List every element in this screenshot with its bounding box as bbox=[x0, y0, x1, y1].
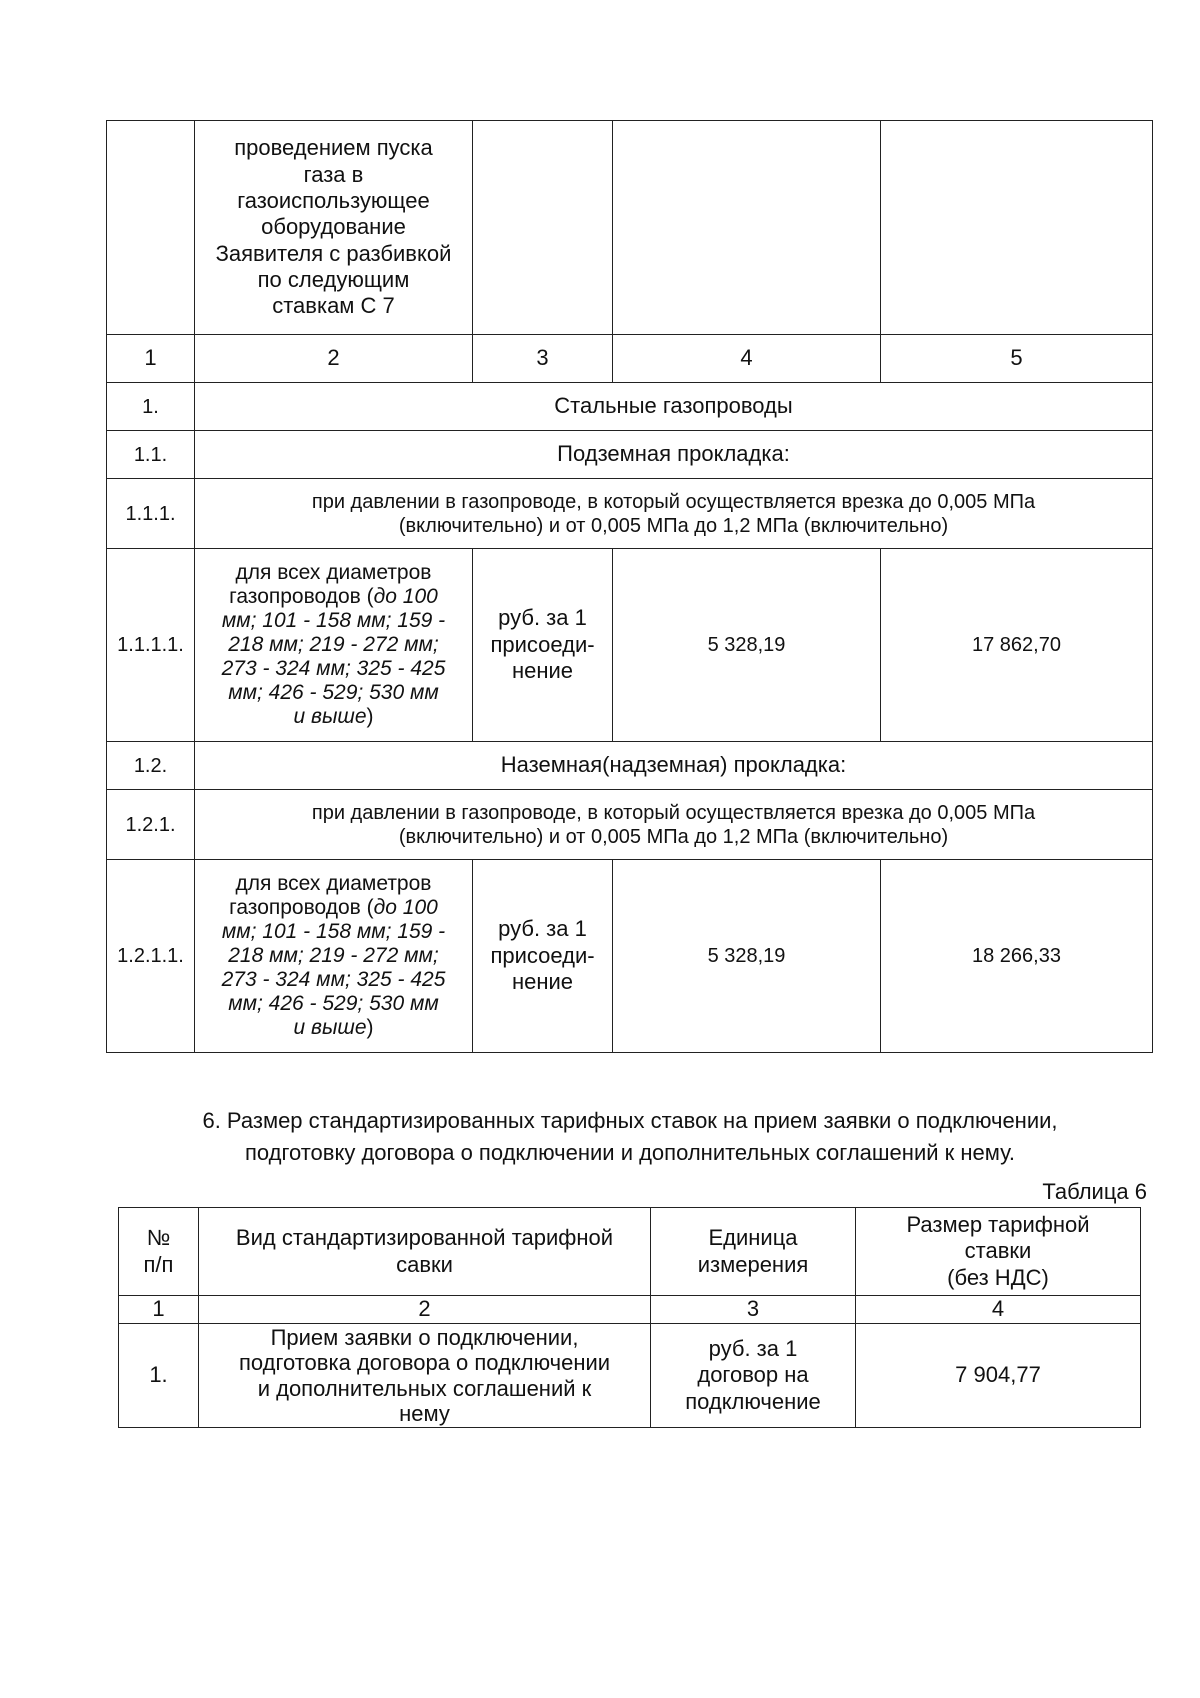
header-row bbox=[119, 1208, 1141, 1296]
text-fragment: газопроводов ( bbox=[229, 895, 374, 919]
text-line: оборудование bbox=[261, 214, 406, 240]
text-line: (включительно) и от 0,005 МПа до 1,2 МПа (включительно) bbox=[398, 825, 949, 848]
subsection-title: Подземная прокладка: bbox=[195, 431, 1153, 479]
row-number: 1.2.1.1. bbox=[107, 860, 195, 1053]
row-number: 1.1. bbox=[107, 431, 195, 479]
text-line: измерения bbox=[697, 1251, 809, 1277]
text-line: при давлении в газопроводе, в который осуществляется врезка до 0,005 МПа bbox=[311, 801, 1036, 824]
row-number: 1. bbox=[107, 383, 195, 431]
table-label: Таблица 6 bbox=[1042, 1179, 1147, 1204]
text-line: руб. за 1 bbox=[498, 605, 587, 631]
heading-line: 6. Размер стандартизированных тарифных ставок на прием заявки о подключении, bbox=[202, 1108, 1058, 1133]
heading-line: подготовку договора о подключении и дополнительных соглашений к нему. bbox=[244, 1139, 1016, 1165]
text-line: 273 - 324 мм; 325 - 425 bbox=[221, 657, 446, 681]
text-line: присоеди- bbox=[490, 631, 595, 657]
text-fragment: газопроводов ( bbox=[229, 584, 374, 608]
section-heading bbox=[120, 1105, 1140, 1169]
table-row bbox=[107, 549, 1153, 742]
text-line: по следующим bbox=[257, 267, 410, 293]
text-line: руб. за 1 bbox=[498, 916, 587, 942]
row-number: 1.2.1. bbox=[107, 790, 195, 860]
header-cell bbox=[199, 1208, 651, 1296]
text-line: руб. за 1 bbox=[708, 1335, 798, 1361]
text-line: Заявителя с разбивкой bbox=[215, 240, 452, 266]
text-line: мм; 426 - 529; 530 мм bbox=[228, 681, 439, 705]
text-line: 273 - 324 мм; 325 - 425 bbox=[221, 968, 446, 992]
text-line: нение bbox=[511, 969, 574, 995]
row-number: 1.1.1.1. bbox=[107, 549, 195, 742]
text-fragment: ) bbox=[366, 1016, 374, 1040]
text-line: проведением пуска bbox=[234, 135, 433, 161]
text-line: для всех диаметров bbox=[235, 871, 432, 895]
value-cell: 17 862,70 bbox=[881, 549, 1153, 742]
row-number: 1.1.1. bbox=[107, 479, 195, 549]
text-line: присоеди- bbox=[490, 942, 595, 968]
column-number: 1 bbox=[107, 335, 195, 383]
pressure-condition bbox=[195, 790, 1153, 860]
column-number: 4 bbox=[856, 1296, 1141, 1324]
column-number: 5 bbox=[881, 335, 1153, 383]
row-number: 1. bbox=[119, 1324, 199, 1428]
unit-cell bbox=[473, 549, 613, 742]
diameter-description bbox=[195, 549, 473, 742]
text-line: Единица bbox=[708, 1225, 798, 1251]
text-line: договор на bbox=[697, 1362, 809, 1388]
column-number: 2 bbox=[195, 335, 473, 383]
column-number-row bbox=[107, 335, 1153, 383]
text-line: мм; 101 - 158 мм; 159 - bbox=[221, 608, 446, 632]
cell-description bbox=[195, 121, 473, 335]
unit-cell bbox=[651, 1324, 856, 1428]
header-cell bbox=[856, 1208, 1141, 1296]
text-line: ставкам С 7 bbox=[272, 293, 395, 319]
text-line bbox=[199, 1016, 468, 1040]
table-row bbox=[119, 1324, 1141, 1428]
text-line: нему bbox=[399, 1400, 450, 1426]
text-fragment: до 100 bbox=[373, 584, 438, 608]
text-line: (без НДС) bbox=[947, 1264, 1049, 1290]
text-fragment: ) bbox=[366, 705, 374, 729]
cell-empty bbox=[107, 121, 195, 335]
diameter-description bbox=[195, 860, 473, 1053]
text-line: газоиспользующее bbox=[237, 187, 430, 213]
text-line: (включительно) и от 0,005 МПа до 1,2 МПа (включительно) bbox=[398, 514, 949, 537]
value-cell: 7 904,77 bbox=[856, 1324, 1141, 1428]
table-row bbox=[107, 383, 1153, 431]
value-cell: 18 266,33 bbox=[881, 860, 1153, 1053]
column-number: 3 bbox=[473, 335, 613, 383]
subsection-title: Наземная(надземная) прокладка: bbox=[195, 742, 1153, 790]
text-line: нение bbox=[511, 658, 574, 684]
text-line: Размер тарифной bbox=[906, 1211, 1090, 1237]
text-line: № bbox=[146, 1225, 171, 1251]
text-fragment: и выше bbox=[293, 705, 367, 729]
service-description bbox=[199, 1324, 651, 1428]
table-row bbox=[107, 431, 1153, 479]
text-line: для всех диаметров bbox=[235, 560, 432, 584]
column-number: 2 bbox=[199, 1296, 651, 1324]
text-fragment: до 100 bbox=[373, 895, 438, 919]
cell-empty bbox=[473, 121, 613, 335]
unit-cell bbox=[473, 860, 613, 1053]
table-row bbox=[107, 479, 1153, 549]
text-line bbox=[199, 705, 468, 729]
text-line: подготовка договора о подключении bbox=[238, 1350, 611, 1376]
text-line: мм; 426 - 529; 530 мм bbox=[228, 992, 439, 1016]
text-line: ставки bbox=[964, 1238, 1032, 1264]
text-line: и дополнительных соглашений к bbox=[257, 1375, 592, 1401]
text-line: п/п bbox=[143, 1251, 174, 1277]
column-number: 4 bbox=[613, 335, 881, 383]
cell-empty bbox=[613, 121, 881, 335]
value-cell: 5 328,19 bbox=[613, 860, 881, 1053]
text-line: подключение bbox=[685, 1388, 821, 1414]
column-number: 3 bbox=[651, 1296, 856, 1324]
text-line: Прием заявки о подключении, bbox=[270, 1324, 579, 1350]
tariff-table-application bbox=[118, 1207, 1141, 1428]
text-line: савки bbox=[396, 1251, 453, 1277]
text-line: мм; 101 - 158 мм; 159 - bbox=[221, 919, 446, 943]
row-number: 1.2. bbox=[107, 742, 195, 790]
tariff-table-steel bbox=[106, 120, 1153, 1053]
column-number-row bbox=[119, 1296, 1141, 1324]
text-line: газа в bbox=[303, 161, 364, 187]
text-fragment: и выше bbox=[293, 1016, 367, 1040]
value-cell: 5 328,19 bbox=[613, 549, 881, 742]
text-line bbox=[199, 896, 468, 920]
table-row bbox=[107, 860, 1153, 1053]
table-row bbox=[107, 742, 1153, 790]
header-cell bbox=[651, 1208, 856, 1296]
text-line: 218 мм; 219 - 272 мм; bbox=[228, 632, 439, 656]
pressure-condition bbox=[195, 479, 1153, 549]
table-row bbox=[107, 790, 1153, 860]
text-line: при давлении в газопроводе, в который осуществляется врезка до 0,005 МПа bbox=[311, 490, 1036, 513]
table-row bbox=[107, 121, 1153, 335]
text-line: 218 мм; 219 - 272 мм; bbox=[228, 943, 439, 967]
section-title: Стальные газопроводы bbox=[195, 383, 1153, 431]
header-cell bbox=[119, 1208, 199, 1296]
text-line: Вид стандартизированной тарифной bbox=[235, 1225, 614, 1251]
cell-empty bbox=[881, 121, 1153, 335]
text-line bbox=[199, 585, 468, 609]
column-number: 1 bbox=[119, 1296, 199, 1324]
